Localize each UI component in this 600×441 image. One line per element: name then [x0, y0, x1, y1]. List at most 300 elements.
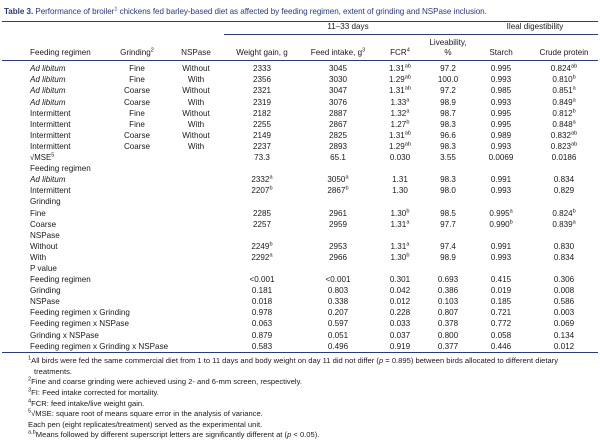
- cell-feed-intake-value: 0.597: [327, 319, 349, 329]
- cell-fcr-value: 1.31: [389, 64, 405, 74]
- cell-feed-intake: [300, 141, 376, 152]
- cell-liveability-value: 98.5: [440, 208, 456, 218]
- cell-crude-protein-superscript: ab: [571, 141, 578, 148]
- cell-feed-intake: [300, 286, 376, 297]
- cell-starch-value: 0.995: [490, 119, 512, 129]
- section-heading-row: [2, 197, 598, 208]
- cell-crude-protein: [530, 186, 598, 197]
- column-header-feed-intake: [300, 48, 376, 60]
- cell-liveability-value: 0.386: [437, 286, 459, 296]
- cell-fcr: [376, 108, 424, 119]
- cell-crude-protein-value: 0.832: [550, 130, 572, 140]
- cell-feeding-regimen: Ad libitum: [30, 86, 66, 96]
- cell-starch: [472, 75, 530, 86]
- cell-fcr-value: 1.33: [390, 97, 407, 107]
- cell-liveability-value: 0.807: [437, 308, 459, 318]
- cell-weight-gain-value: 0.583: [251, 341, 273, 351]
- cell-feed-intake-value: 2959: [328, 219, 347, 229]
- cell-liveability-value: 0.377: [437, 341, 459, 351]
- cell-feed-intake-value: 2961: [328, 208, 347, 218]
- cell-section-row-label: With: [30, 252, 47, 262]
- cell-section-row-label: Feeding regimen: [30, 275, 91, 285]
- cell-crude-protein-value: 0.830: [553, 241, 575, 251]
- cell-fcr: [376, 130, 424, 141]
- cell-starch-value: 0.985: [490, 86, 512, 96]
- footnote-item: [28, 430, 596, 441]
- column-header-starch: Starch: [472, 48, 530, 60]
- cell-mse-liveability-value: 3.55: [440, 153, 456, 163]
- section-heading: P value: [30, 263, 57, 273]
- summary-sections-body: [2, 164, 598, 353]
- cell-feed-intake-superscript: b: [345, 185, 349, 192]
- cell-liveability: [424, 130, 472, 141]
- cell-mse-crude-protein: [530, 153, 598, 164]
- cell-fcr: [376, 219, 424, 230]
- cell-weight-gain-value: 2182: [252, 108, 271, 118]
- cell-fcr: [376, 186, 424, 197]
- cell-fcr-value: 1.32: [390, 108, 407, 118]
- table-row: [2, 219, 598, 230]
- cell-feed-intake-value: 3030: [328, 75, 347, 85]
- cell-weight-gain-value: 2319: [252, 97, 271, 107]
- cell-crude-protein-value: 0.849: [552, 97, 573, 107]
- footnote-text: Means followed by different superscript letters are significantly different at (p < 0.05).: [35, 430, 320, 440]
- cell-crude-protein: [530, 108, 598, 119]
- cell-starch-value: 0.993: [490, 97, 512, 107]
- table-caption-footnote-marker: 1: [114, 6, 118, 13]
- footnote-text: √MSE: square root of means square error in the analysis of variance.: [31, 409, 263, 419]
- cell-liveability-value: 98.9: [440, 97, 456, 107]
- blank-cell-regimen: [2, 38, 106, 49]
- cell-feeding-regimen: Intermittent: [30, 108, 71, 118]
- cell-nspase: Without: [182, 86, 210, 96]
- cell-liveability-value: 0.378: [437, 319, 459, 329]
- column-header-feed-intake-label: Feed intake, g: [310, 48, 363, 58]
- section-heading: Grinding: [30, 197, 61, 207]
- table-row: [2, 130, 598, 141]
- cell-feed-intake-value: 2966: [328, 252, 347, 262]
- footnote-marker: 1: [28, 355, 32, 362]
- cell-liveability-value: 98.3: [440, 141, 456, 151]
- cell-crude-protein: [530, 275, 598, 286]
- cell-feeding-regimen: Ad libitum: [30, 64, 66, 74]
- cell-weight-gain: [224, 308, 300, 319]
- cell-liveability: [424, 275, 472, 286]
- cell-starch: [472, 308, 530, 319]
- cell-weight-gain-superscript: b: [269, 241, 273, 248]
- cell-liveability: [424, 219, 472, 230]
- cell-liveability: [424, 286, 472, 297]
- cell-starch: [472, 119, 530, 130]
- cell-liveability: [424, 208, 472, 219]
- cell-starch: [472, 175, 530, 186]
- cell-nspase: With: [187, 141, 205, 151]
- cell-crude-protein-value: 0.851: [552, 86, 573, 96]
- cell-section-row-label: Feeding regimen x Grinding x NSPase: [2, 341, 224, 353]
- cell-feed-intake-value: 3047: [328, 86, 347, 96]
- cell-starch: [472, 208, 530, 219]
- cell-fcr: [376, 286, 424, 297]
- mse-label-text: √MSE: [30, 153, 52, 163]
- cell-feed-intake: [300, 252, 376, 263]
- cell-mse-grinding-blank: [106, 153, 168, 164]
- table-row: [2, 341, 598, 353]
- cell-feed-intake: [300, 64, 376, 75]
- cell-crude-protein-value: 0.012: [553, 341, 575, 351]
- cell-starch-value: 0.058: [490, 330, 512, 340]
- cell-starch-value: 0.991: [490, 241, 512, 251]
- cell-grinding: Coarse: [123, 97, 151, 107]
- treatment-rows-body: [2, 64, 598, 153]
- table-row: [2, 308, 598, 319]
- cell-starch: [472, 252, 530, 263]
- section-heading-row: [2, 263, 598, 274]
- cell-feed-intake: [300, 308, 376, 319]
- cell-starch-value: 0.989: [490, 130, 512, 140]
- cell-starch: [472, 286, 530, 297]
- cell-liveability: [424, 241, 472, 252]
- cell-fcr-superscript: ab: [404, 130, 411, 137]
- cell-weight-gain-superscript: a: [269, 174, 273, 181]
- cell-starch-superscript: b: [509, 218, 513, 225]
- table-row: [2, 64, 598, 75]
- cell-liveability: [424, 108, 472, 119]
- cell-crude-protein: [530, 86, 598, 97]
- cell-feed-intake: [300, 86, 376, 97]
- cell-starch: [472, 64, 530, 75]
- cell-fcr: [376, 297, 424, 308]
- cell-liveability: [424, 141, 472, 152]
- cell-weight-gain: [224, 108, 300, 119]
- blank-cell-starch: [472, 38, 530, 49]
- cell-fcr: [376, 341, 424, 353]
- table-row: [2, 297, 598, 308]
- cell-starch-value: 0.185: [490, 297, 512, 307]
- section-heading-row: [2, 230, 598, 241]
- cell-crude-protein-value: 0.848: [552, 119, 573, 129]
- cell-crude-protein: [530, 330, 598, 341]
- table-row: [2, 86, 598, 97]
- cell-crude-protein: [530, 252, 598, 263]
- cell-crude-protein-value: 0.069: [553, 319, 575, 329]
- cell-weight-gain: [224, 241, 300, 252]
- cell-fcr-value: 1.29: [389, 75, 405, 85]
- cell-starch-value: 0.993: [490, 75, 512, 85]
- cell-section-row-label: Intermittent: [30, 186, 71, 196]
- cell-fcr-value: 1.31: [389, 86, 405, 96]
- cell-weight-gain: [224, 208, 300, 219]
- cell-grinding: Fine: [129, 64, 145, 74]
- cell-crude-protein-value: 0.824: [552, 208, 573, 218]
- cell-feed-intake: [300, 119, 376, 130]
- cell-crude-protein-superscript: a: [572, 218, 576, 225]
- cell-fcr-value: 0.919: [389, 341, 411, 351]
- cell-fcr-superscript: a: [406, 241, 410, 248]
- cell-section-row-label: Grinding: [30, 286, 61, 296]
- cell-crude-protein-superscript: b: [572, 107, 576, 114]
- cell-crude-protein: [530, 97, 598, 108]
- cell-fcr-value: 1.31: [389, 130, 405, 140]
- cell-liveability: [424, 308, 472, 319]
- footnote-marker: 4: [28, 398, 32, 405]
- footnote-marker: 3: [28, 387, 32, 394]
- cell-weight-gain: [224, 341, 300, 353]
- cell-fcr: [376, 208, 424, 219]
- footnote-item: [28, 420, 596, 431]
- table-caption-label: Table 3.: [4, 7, 34, 16]
- cell-liveability-value: 0.800: [437, 330, 459, 340]
- cell-section-row-label: Fine: [30, 208, 46, 218]
- cell-crude-protein-superscript: b: [572, 74, 576, 81]
- cell-section-row-label: Ad libitum: [30, 175, 66, 185]
- cell-crude-protein-value: 0.586: [553, 297, 575, 307]
- cell-liveability: [424, 119, 472, 130]
- cell-weight-gain-value: <0.001: [249, 275, 275, 285]
- cell-grinding: Fine: [129, 75, 145, 85]
- table-caption-text-1: Performance of broiler: [33, 7, 115, 16]
- cell-nspase: With: [187, 75, 205, 85]
- cell-fcr-value: 1.31: [392, 175, 408, 185]
- section-heading-row: [2, 164, 598, 175]
- cell-mse-fcr-value: 0.030: [389, 153, 411, 163]
- cell-crude-protein: [530, 64, 598, 75]
- mse-row-body: [2, 153, 598, 164]
- cell-weight-gain: [224, 186, 300, 197]
- cell-fcr: [376, 319, 424, 330]
- column-header-fcr: [376, 48, 424, 60]
- cell-feeding-regimen: Ad libitum: [30, 97, 66, 107]
- cell-weight-gain-value: 2255: [252, 119, 271, 129]
- cell-crude-protein-value: 0.003: [553, 308, 575, 318]
- cell-feeding-regimen: Intermittent: [30, 130, 71, 140]
- cell-weight-gain-value: 2321: [252, 86, 271, 96]
- cell-mse-weight-gain: [224, 153, 300, 164]
- cell-starch-superscript: a: [509, 207, 513, 214]
- cell-weight-gain-value: 2285: [252, 208, 271, 218]
- cell-fcr-value: 1.29: [389, 141, 405, 151]
- cell-crude-protein: [530, 297, 598, 308]
- blank-cell-crude-protein: [530, 38, 598, 49]
- cell-fcr-superscript: a: [406, 218, 410, 225]
- cell-feed-intake-value: 2893: [328, 141, 347, 151]
- cell-weight-gain: [224, 286, 300, 297]
- column-header-grinding-sup: 2: [150, 47, 154, 54]
- cell-weight-gain: [224, 297, 300, 308]
- cell-fcr: [376, 119, 424, 130]
- cell-starch: [472, 297, 530, 308]
- cell-fcr-value: 0.042: [389, 286, 411, 296]
- cell-feed-intake-value: 3045: [328, 64, 347, 74]
- blank-cell-nspase: [168, 38, 224, 49]
- cell-fcr-superscript: ab: [404, 85, 411, 92]
- cell-fcr: [376, 175, 424, 186]
- cell-fcr: [376, 75, 424, 86]
- cell-liveability-value: 97.7: [440, 219, 456, 229]
- cell-fcr: [376, 97, 424, 108]
- cell-crude-protein-value: 0.812: [552, 108, 573, 118]
- cell-section-row-label: Feeding regimen x Grinding: [30, 308, 130, 318]
- cell-liveability: [424, 252, 472, 263]
- cell-crude-protein: [530, 141, 598, 152]
- footnote-item: [28, 356, 596, 377]
- cell-mse-label: [2, 153, 106, 164]
- cell-fcr-superscript: ab: [404, 74, 411, 81]
- cell-starch: [472, 341, 530, 353]
- cell-starch-value: 0.993: [490, 186, 512, 196]
- cell-crude-protein: [530, 175, 598, 186]
- cell-crude-protein-superscript: ab: [571, 130, 578, 137]
- cell-feed-intake: [300, 341, 376, 353]
- cell-feed-intake-value: 0.207: [327, 308, 349, 318]
- cell-fcr-value: 1.30: [390, 252, 407, 262]
- cell-weight-gain: [224, 275, 300, 286]
- cell-section-row-label: NSPase: [30, 297, 60, 307]
- cell-crude-protein-value: 0.134: [553, 330, 575, 340]
- cell-weight-gain-value: 2237: [252, 141, 271, 151]
- column-header-feeding-regimen-label: Feeding regimen: [30, 48, 91, 58]
- cell-feed-intake: [300, 130, 376, 141]
- cell-feed-intake-value: 0.803: [327, 286, 349, 296]
- cell-crude-protein-value: 0.824: [550, 64, 572, 74]
- table-row: [2, 319, 598, 330]
- cell-feed-intake: [300, 97, 376, 108]
- cell-fcr-value: 0.301: [389, 275, 411, 285]
- column-header-fcr-label: FCR: [390, 48, 407, 58]
- group-header-digestibility: Ileal digestibility: [472, 22, 598, 35]
- cell-feed-intake-value: 2867: [327, 186, 346, 196]
- cell-liveability: [424, 319, 472, 330]
- cell-feed-intake-value: <0.001: [325, 275, 351, 285]
- column-header-fcr-sup: 4: [406, 47, 410, 54]
- cell-starch-value: 0.995: [490, 64, 512, 74]
- footnote-marker: 5: [28, 408, 32, 415]
- cell-fcr-value: 0.037: [389, 330, 411, 340]
- footnote-item: [28, 377, 596, 388]
- cell-liveability-value: 98.7: [440, 108, 456, 118]
- cell-mse-feed-intake: [300, 153, 376, 164]
- mse-label-superscript: 5: [51, 152, 55, 159]
- cell-feed-intake-value: 0.051: [327, 330, 349, 340]
- cell-weight-gain-value: 0.181: [251, 286, 273, 296]
- cell-feed-intake-value: 0.496: [327, 341, 349, 351]
- cell-starch: [472, 275, 530, 286]
- blank-cell-fcr: [376, 38, 424, 49]
- table-row: [2, 186, 598, 197]
- cell-fcr-superscript: a: [406, 96, 410, 103]
- table-footnotes: [0, 353, 600, 441]
- cell-weight-gain-value: 2332: [251, 175, 270, 185]
- cell-feed-intake: [300, 275, 376, 286]
- cell-starch: [472, 141, 530, 152]
- cell-weight-gain-value: 2257: [252, 219, 271, 229]
- cell-grinding: Fine: [129, 108, 145, 118]
- cell-crude-protein-superscript: ab: [571, 63, 578, 70]
- cell-weight-gain-value: 0.978: [251, 308, 273, 318]
- cell-fcr: [376, 86, 424, 97]
- cell-fcr-value: 0.012: [389, 297, 411, 307]
- cell-crude-protein-value: 0.810: [552, 75, 573, 85]
- cell-feed-intake: [300, 108, 376, 119]
- cell-crude-protein: [530, 75, 598, 86]
- footnote-text: All birds were fed the same commercial diet from 1 to 11 days and body weight on day 11 did not differ (p = 0.895) between birds allocated to different dietary treatments.: [31, 356, 559, 376]
- cell-fcr: [376, 241, 424, 252]
- group-header-row: [2, 22, 598, 35]
- cell-grinding: Coarse: [123, 141, 151, 151]
- table-row: [2, 97, 598, 108]
- cell-starch: [472, 97, 530, 108]
- footnote-text: FI: Feed intake corrected for mortality.: [31, 388, 159, 397]
- cell-weight-gain-superscript: b: [269, 185, 273, 192]
- cell-starch-value: 0.995: [489, 208, 510, 218]
- cell-liveability-value: 0.103: [437, 297, 459, 307]
- cell-weight-gain: [224, 86, 300, 97]
- group-header-performance: 11–33 days: [224, 22, 472, 35]
- cell-crude-protein: [530, 341, 598, 353]
- column-header-weight-gain-label: Weight gain, g: [236, 48, 288, 58]
- cell-weight-gain-value: 2149: [252, 130, 271, 140]
- column-header-grinding-label: Grinding: [120, 48, 151, 58]
- cell-mse-fcr: [376, 153, 424, 164]
- cell-feed-intake: [300, 208, 376, 219]
- cell-weight-gain: [224, 119, 300, 130]
- cell-feed-intake: [300, 319, 376, 330]
- cell-liveability: [424, 341, 472, 353]
- cell-weight-gain-value: 2356: [252, 75, 271, 85]
- cell-section-row-label: Grinding x NSPase: [30, 330, 99, 340]
- cell-crude-protein-superscript: a: [572, 119, 576, 126]
- liveability-label-row: [2, 38, 598, 49]
- cell-fcr-value: 1.27: [390, 119, 407, 129]
- cell-section-row-label: Without: [30, 241, 58, 251]
- table-row: [2, 330, 598, 341]
- cell-feed-intake-value: 3050: [327, 175, 346, 185]
- cell-feeding-regimen: Intermittent: [30, 141, 71, 151]
- cell-mse-liveability: [424, 153, 472, 164]
- cell-feed-intake: [300, 241, 376, 252]
- footnote-marker: a,b: [28, 429, 36, 436]
- cell-feeding-regimen: Intermittent: [30, 119, 71, 129]
- footnote-item: [28, 409, 596, 420]
- cell-feed-intake-value: 2825: [328, 130, 347, 140]
- cell-crude-protein-value: 0.829: [553, 186, 575, 196]
- cell-feed-intake: [300, 297, 376, 308]
- cell-feed-intake: [300, 175, 376, 186]
- footnote-item: [28, 399, 596, 410]
- cell-starch-value: 0.019: [490, 286, 512, 296]
- group-header-blank: [2, 22, 224, 35]
- cell-weight-gain-value: 2207: [251, 186, 270, 196]
- mse-row: [2, 153, 598, 164]
- cell-fcr: [376, 64, 424, 75]
- cell-mse-nspase-blank: [168, 153, 224, 164]
- cell-fcr: [376, 308, 424, 319]
- cell-weight-gain: [224, 319, 300, 330]
- cell-grinding: Coarse: [123, 86, 151, 96]
- cell-starch: [472, 241, 530, 252]
- column-header-nspase-label: NSPase: [181, 48, 211, 58]
- cell-fcr: [376, 275, 424, 286]
- cell-weight-gain-value: 2292: [251, 252, 270, 262]
- cell-liveability: [424, 97, 472, 108]
- cell-starch: [472, 330, 530, 341]
- cell-weight-gain-value: 2333: [252, 64, 271, 74]
- cell-feed-intake-value: 2887: [328, 108, 347, 118]
- cell-nspase: Without: [182, 108, 210, 118]
- cell-crude-protein: [530, 319, 598, 330]
- cell-fcr-value: 0.033: [389, 319, 411, 329]
- cell-crude-protein-superscript: b: [572, 207, 576, 214]
- column-header-feed-intake-sup: 3: [362, 47, 366, 54]
